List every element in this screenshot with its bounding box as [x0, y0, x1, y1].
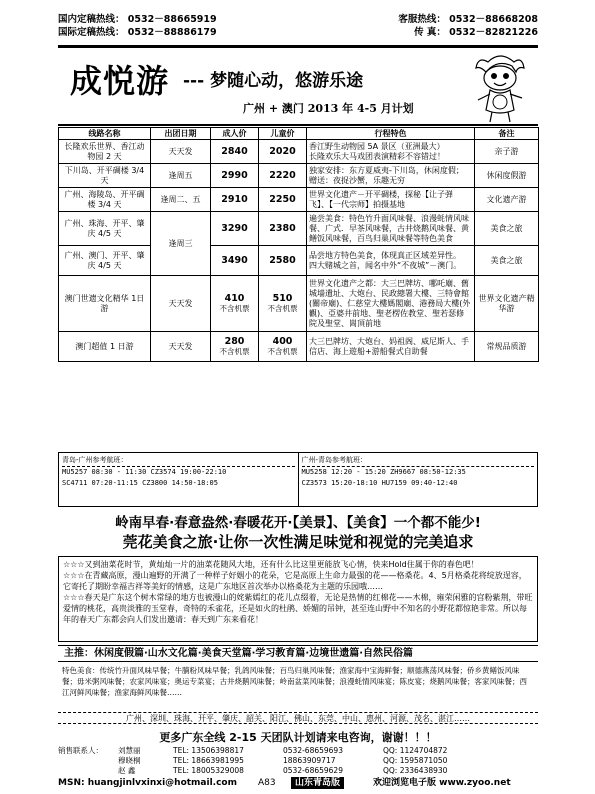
route-name: 澳门世遗文化精华 1日游	[59, 276, 151, 332]
child-price	[259, 276, 307, 332]
flight-info	[58, 452, 538, 507]
child-price: 2020	[259, 140, 307, 164]
contact-qq: QQ: 1595871050	[383, 756, 448, 765]
route-features: 香江野生动物园 5A 景区（亚洲最大） 长隆欢乐大马戏团表演精彩不容错过！	[307, 140, 475, 164]
child-price-note: 不含机票	[267, 303, 298, 313]
adult-price	[211, 332, 259, 362]
route-name: 广州、珠海、开平、肇庆 4/5 天	[59, 212, 151, 246]
adult-price	[211, 276, 259, 332]
header-note: 备注	[475, 128, 539, 140]
route-features: 世界文化遗产－开平碉楼，探秘【让子弹飞】、【一代宗师】拍摄基地	[307, 188, 475, 212]
child-price: 2250	[259, 188, 307, 212]
table-row	[59, 212, 539, 246]
consult-note: 更多广东全线 2-15 天团队计划请来电咨询，谢谢！！！	[159, 731, 437, 744]
flights-guangzhou-qingdao	[298, 453, 538, 506]
flights-qingdao-guangzhou	[59, 453, 298, 506]
child-price: 2380	[259, 212, 307, 246]
flight-title: 青岛-广州参考航班：	[62, 455, 295, 467]
adult-price: 2910	[211, 188, 259, 212]
departure-date: 逢周五	[151, 164, 211, 188]
fax-number: 传 真： 0532－82821226	[414, 27, 538, 38]
table-header-row	[59, 128, 539, 140]
route-note: 休闲度假游	[475, 164, 539, 188]
contact-name: 赵 鑫	[118, 766, 136, 775]
header-adult-price: 成人价	[211, 128, 259, 140]
child-price-value: 510	[272, 292, 293, 304]
contact-tel2: 0532-68659629	[283, 766, 343, 775]
flight-line: CZ3573 15:20-18:10 HU7159 09:40-12:40	[301, 479, 458, 487]
header-date: 出团日期	[151, 128, 211, 140]
promo-paragraph: ☆☆☆在青藏高原，漫山遍野的开满了一种样子好姻小的花朵，它是高原上生命力最强的花——格桑花。4、5月格桑花将绽放逞容，它寄托了期盼幸福吉祥等美好的情感，这是广东地区首次举办以格桑花为主题的乐园哦……	[63, 571, 527, 591]
route-note: 亲子游	[475, 140, 539, 164]
route-note: 美食之旅	[475, 212, 539, 246]
top-rule	[58, 45, 538, 48]
adult-price: 2990	[211, 164, 259, 188]
contact-row	[58, 766, 538, 776]
contact-qq: QQ: 1124704872	[383, 746, 448, 755]
table-row	[59, 140, 539, 164]
departure-date: 天天发	[151, 140, 211, 164]
route-name: 广州、澳门、开平、肇庆 4/5 天	[59, 246, 151, 276]
route-note: 世界文化遗产精华游	[475, 276, 539, 332]
flight-line: MU5257 08:30 - 11:30 CZ3574 19:00-22:10	[62, 468, 227, 476]
tour-table	[58, 127, 539, 362]
headline-food-tour: 莞花美食之旅·让你一次性满足味觉和视觉的完美追求	[122, 533, 474, 551]
departure-date: 逢周三	[151, 212, 211, 276]
route-features: 品尝地方特色美食，体现真正区域差异性。 四大赌城之首，闻名中外“不夜城”－澳门。	[307, 246, 475, 276]
flight-title: 广州-青岛参考航班：	[302, 455, 535, 467]
header-child-price: 儿童价	[259, 128, 307, 140]
header-route: 线路名称	[59, 128, 151, 140]
route-name: 长隆欢乐世界、香江动物园 2 天	[59, 140, 151, 164]
contact-tel: TEL: 18663981995	[173, 756, 244, 765]
child-price-note: 不含机票	[267, 346, 298, 356]
route-note: 美食之旅	[475, 246, 539, 276]
service-hotline: 客服热线： 0532－88668208	[398, 14, 538, 25]
route-features: 世界文化遗产之都：大三巴牌坊、哪吒廟、舊城墙遺址、大炮台、民政總署大樓、三特會館(關帝廟)、仁慈堂大樓媽閣廟、港務局大樓(外觀)、亞婆井前地、聖老楞佐教堂、聖若瑟修院及聖堂、崗頂前地	[307, 276, 475, 332]
contact-qq: QQ: 2336438930	[383, 766, 448, 775]
departure-date: 天天发	[151, 276, 211, 332]
route-name: 澳门超值 1 日游	[59, 332, 151, 362]
contact-tel2: 0532-68659693	[283, 746, 343, 755]
table-row	[59, 188, 539, 212]
contact-tel2: 18863909717	[283, 756, 336, 765]
contact-tel: TEL: 18005329008	[173, 766, 244, 775]
msn-contact: MSN: huangjinlvxinxi@hotmail.com	[58, 778, 237, 788]
adult-price-value: 410	[224, 292, 245, 304]
specialty-food: 特色美食：传统竹升面风味早餐；牛腩粉风味早餐；乳鸽风味餐；百鸟归巢风味餐；渔家海中宝海鲜餐；顺德燕荡风味餐；侨乡黄鳝饭风味餐；毋米粥风味餐；农家风味宴；奥运专菜宴；古井烧鹅风味餐；岭南盆菜风味餐；浪漫蚝情风味宴；陈皮宴；烧鹅风味餐；客家风味餐；西江河鲜风味餐；渔家海鲜风味餐……	[62, 666, 527, 697]
route-features: 遍尝美食：特色竹升面风味餐、浪漫蚝情风味餐、广式．早茶风味餐，古井烧鹅风味餐、黄鳝饭风味餐，百鸟归巢风味餐等特色美食	[307, 212, 475, 246]
promo-paragraph: ☆☆☆又到油菜花时节，黄灿灿一片的油菜花随风大地，还有什么比这里更能放飞心情，快来Hold住属于你的春色吧！	[63, 560, 479, 569]
contacts-label: 销售联系人：	[58, 746, 103, 755]
footer	[58, 776, 538, 790]
table-row	[59, 276, 539, 332]
table-row	[59, 164, 539, 188]
adult-price-note: 不含机票	[219, 346, 250, 356]
slogan: --- 梦随心动，悠游乐途	[183, 71, 364, 91]
sales-contacts	[58, 746, 538, 776]
child-price-value: 400	[272, 335, 293, 347]
route-features: 独家安排：东方夏威夷-下川岛，休闲度假； 赠送：夜捉沙蟹，乐趣无穷	[307, 164, 475, 188]
child-price	[259, 332, 307, 362]
route-name: 广州、海陵岛、开平碉楼 3/4 天	[59, 188, 151, 212]
featured-themes: 主推：休闲度假篇·山水文化篇·美食天堂篇·学习教育篇·边境世遗篇·自然民俗篇	[58, 645, 538, 662]
hotlines	[58, 13, 538, 43]
route-name: 下川岛、开平碉楼 3/4 天	[59, 164, 151, 188]
child-price: 2220	[259, 164, 307, 188]
header-features: 行程特色	[307, 128, 475, 140]
flight-line: MU5258 12:20 - 15:20 ZH9667 08:50-12:35	[301, 468, 466, 476]
contact-row	[58, 746, 538, 756]
banner	[58, 50, 538, 126]
brand-logo-text: 成悦游	[70, 62, 170, 100]
plan-title: 广州 + 澳门 2013 年 4-5 月计划	[243, 102, 414, 115]
edition-tag: 山东青岛版	[291, 777, 344, 789]
international-hotline: 国际定稿热线： 0532－88886179	[58, 27, 217, 38]
contact-row	[58, 756, 538, 766]
table-row	[59, 246, 539, 276]
flight-line: SC4711 07:20-11:15 CZ3800 14:50-18:05	[62, 479, 218, 487]
domestic-hotline: 国内定稿热线： 0532－88665919	[58, 14, 217, 25]
mascot-icon	[468, 52, 532, 124]
route-features: 大三巴牌坊、大炮台、妈祖阁、威尼斯人、手信店、海上遊船+游船餐式自助餐	[307, 332, 475, 362]
child-price: 2580	[259, 246, 307, 276]
route-note: 常规品质游	[475, 332, 539, 362]
table-row	[59, 332, 539, 362]
contact-name: 穆晓桐	[118, 756, 141, 765]
adult-price: 3290	[211, 212, 259, 246]
promo-paragraph: ☆☆☆春天是广东这个树木常绿的地方也被漫山的姹紫嫣红的花儿点缀着，无论是热情的红棉花——木棉，雍荣闲雅的宫粉紫荆，带旺爱情的桃花，高贵淡雅的玉堂春，奇特的禾雀花，还是如火的杜鹃、娇媚的吊钟，甚至连山野中不知名的小野花都惊艳非常。所以每年的春天广东都会向人们发出邀请：春天到广东来看花！	[63, 593, 533, 624]
city-list: 广州、深圳、珠海、开平、肇庆、韶关、阳江、佛山、东莞、中山、惠州、河源、茂名、湛江……	[58, 712, 538, 724]
departure-date: 逢周二、五	[151, 188, 211, 212]
adult-price: 2840	[211, 140, 259, 164]
route-note: 文化遗产游	[475, 188, 539, 212]
adult-price-value: 280	[224, 335, 245, 347]
website-note: 欢迎浏览电子版 www.zyoo.net	[373, 778, 511, 788]
headline-spring: 岭南早春·春意盎然·春暖花开·【美景】、【美食】一个都不能少!	[115, 515, 481, 531]
adult-price: 3490	[211, 246, 259, 276]
departure-date: 天天发	[151, 332, 211, 362]
contact-tel: TEL: 13506398817	[173, 746, 244, 755]
contact-name: 刘慧丽	[118, 746, 141, 755]
adult-price-note: 不含机票	[219, 303, 250, 313]
page-number: A83	[258, 778, 276, 788]
promo-box	[58, 556, 538, 642]
